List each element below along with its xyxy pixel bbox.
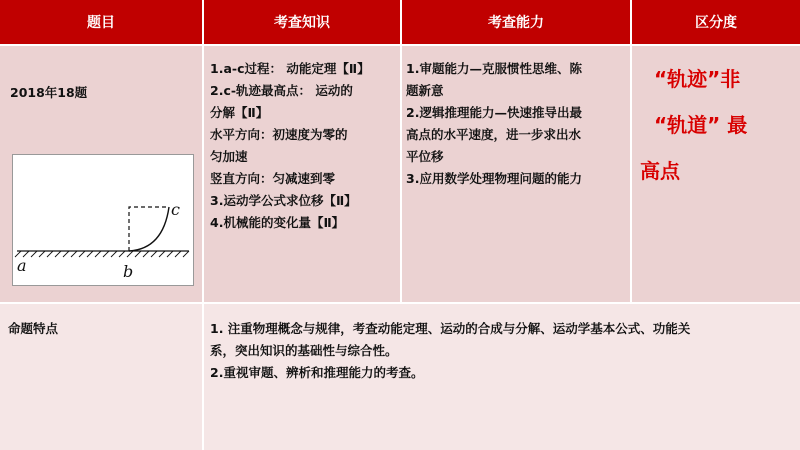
- knowledge-item: 2.c-轨迹最高点： 运动的: [210, 83, 353, 98]
- feature-label-cell: [0, 304, 202, 450]
- feature-content-cell: [204, 304, 800, 450]
- ability-cell: [402, 46, 630, 302]
- feature-item: 1. 注重物理概念与规律，考查动能定理、运动的合成与分解、运动学基本公式、功能关: [210, 321, 691, 336]
- ability-item: 平位移: [406, 149, 444, 164]
- knowledge-item: 匀加速: [210, 149, 248, 164]
- point-a-label: a: [17, 256, 27, 275]
- ground-hatching: [15, 251, 189, 257]
- feature-list: [210, 318, 690, 384]
- ability-list: [406, 58, 582, 190]
- header-question: 题目: [0, 0, 202, 44]
- header-distinction: 区分度: [632, 0, 800, 44]
- distinction-line: “轨道” 最: [654, 113, 748, 137]
- ability-item: 题新意: [406, 83, 444, 98]
- point-c-label: c: [171, 200, 180, 219]
- question-cell: [0, 46, 202, 302]
- trajectory-diagram: [13, 155, 193, 285]
- header-knowledge: 考查知识: [204, 0, 400, 44]
- knowledge-item: 3.运动学公式求位移【Ⅱ】: [210, 193, 357, 208]
- ability-item: 1.审题能力—克服惯性思维、陈: [406, 61, 582, 76]
- point-b-label: b: [123, 262, 134, 281]
- knowledge-item: 1.a-c过程： 动能定理【Ⅱ】: [210, 61, 370, 76]
- curved-track: [129, 207, 169, 251]
- feature-item: 系，突出知识的基础性与综合性。: [210, 343, 398, 358]
- ability-item: 高点的水平速度，进一步求出水: [406, 127, 582, 142]
- knowledge-item: 水平方向：初速度为零的: [210, 127, 348, 142]
- knowledge-cell: [204, 46, 400, 302]
- distinction-cell: [632, 46, 800, 302]
- distinction-text: [640, 56, 747, 194]
- distinction-line: 高点: [640, 159, 680, 183]
- ability-item: 2.逻辑推理能力—快速推导出最: [406, 105, 582, 120]
- ability-item: 3.应用数学处理物理问题的能力: [406, 171, 582, 186]
- feature-label: 命题特点: [8, 321, 59, 336]
- trajectory-figure: [12, 154, 194, 286]
- knowledge-item: 竖直方向：匀减速到零: [210, 171, 336, 186]
- question-label: 2018年18题: [10, 85, 88, 100]
- knowledge-item: 分解【Ⅱ】: [210, 105, 269, 120]
- knowledge-item: 4.机械能的变化量【Ⅱ】: [210, 215, 345, 230]
- header-ability: 考查能力: [402, 0, 630, 44]
- feature-item: 2.重视审题、辨析和推理能力的考查。: [210, 365, 424, 380]
- knowledge-list: [210, 58, 370, 234]
- distinction-line: “轨迹”非: [654, 67, 741, 91]
